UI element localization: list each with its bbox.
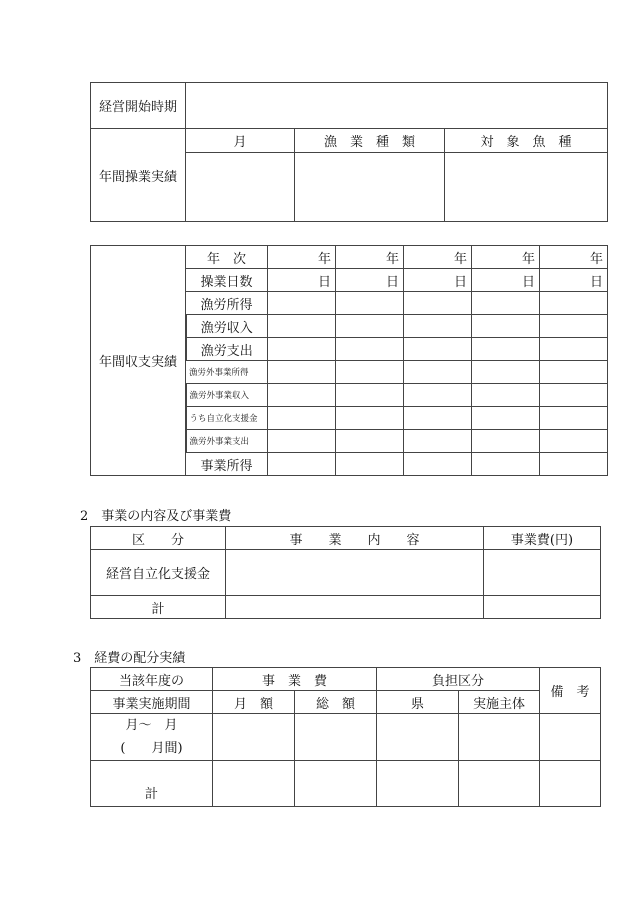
cell[interactable] bbox=[336, 315, 404, 338]
cell[interactable] bbox=[540, 315, 608, 338]
start-period-cell[interactable] bbox=[186, 83, 608, 129]
cell[interactable] bbox=[336, 384, 404, 407]
content-cell[interactable] bbox=[226, 550, 484, 596]
row-support-label: 経営自立化支援金 bbox=[91, 550, 226, 596]
cell[interactable] bbox=[404, 315, 472, 338]
period-duration: ( 月間) bbox=[120, 741, 183, 756]
cell[interactable] bbox=[472, 384, 540, 407]
period-months: 月～ 月 bbox=[125, 718, 178, 733]
col-notes: 備 考 bbox=[540, 668, 601, 714]
cell[interactable] bbox=[472, 453, 540, 476]
content-total-cell[interactable] bbox=[226, 596, 484, 619]
cell[interactable] bbox=[540, 338, 608, 361]
cell[interactable] bbox=[459, 761, 540, 807]
target-fish-cell[interactable] bbox=[445, 153, 608, 222]
col-fishing-type: 漁 業 種 類 bbox=[295, 129, 445, 153]
cell[interactable] bbox=[404, 430, 472, 453]
cell[interactable] bbox=[295, 714, 377, 761]
cell[interactable] bbox=[472, 338, 540, 361]
cell[interactable] bbox=[295, 761, 377, 807]
row-total-label: 計 bbox=[91, 596, 226, 619]
cell[interactable] bbox=[540, 292, 608, 315]
col-total-amount: 総 額 bbox=[295, 691, 377, 714]
year-unit: 年 bbox=[404, 246, 472, 269]
cell[interactable] bbox=[404, 338, 472, 361]
cell[interactable] bbox=[404, 384, 472, 407]
col-category: 区 分 bbox=[91, 527, 226, 550]
cell[interactable] bbox=[213, 761, 295, 807]
day-unit: 日 bbox=[336, 269, 404, 292]
cell[interactable] bbox=[472, 407, 540, 430]
cell[interactable] bbox=[540, 453, 608, 476]
year-unit: 年 bbox=[472, 246, 540, 269]
col-cost: 事 業 費 bbox=[213, 668, 377, 691]
col-month: 月 bbox=[186, 129, 295, 153]
col-content: 事 業 内 容 bbox=[226, 527, 484, 550]
cell[interactable] bbox=[540, 430, 608, 453]
cell[interactable] bbox=[540, 407, 608, 430]
cell[interactable] bbox=[472, 361, 540, 384]
start-period-label: 経営開始時期 bbox=[91, 83, 186, 129]
cell[interactable] bbox=[472, 430, 540, 453]
row-year-label: 年 次 bbox=[186, 246, 268, 269]
annual-operation-label: 年間操業実績 bbox=[91, 129, 186, 222]
cell[interactable] bbox=[268, 315, 336, 338]
cell[interactable] bbox=[472, 315, 540, 338]
cell[interactable] bbox=[336, 407, 404, 430]
day-unit: 日 bbox=[472, 269, 540, 292]
row-fishing-income-label: 漁労所得 bbox=[186, 292, 268, 315]
cell[interactable] bbox=[540, 361, 608, 384]
cell[interactable] bbox=[472, 292, 540, 315]
cost-cell[interactable] bbox=[484, 550, 601, 596]
row-other-expense-label: 漁労外事業支出 bbox=[186, 430, 268, 453]
cell[interactable] bbox=[268, 407, 336, 430]
cell[interactable] bbox=[336, 338, 404, 361]
cell[interactable] bbox=[268, 384, 336, 407]
col-burden: 負担区分 bbox=[377, 668, 540, 691]
period-cell bbox=[91, 714, 213, 761]
cell[interactable] bbox=[268, 453, 336, 476]
section3-heading: 3 経費の配分実績 bbox=[73, 651, 186, 666]
row-fishing-revenue-label: 漁労収入 bbox=[186, 315, 268, 338]
year-unit: 年 bbox=[540, 246, 608, 269]
operation-table bbox=[90, 82, 608, 222]
cell[interactable] bbox=[268, 361, 336, 384]
fishing-type-cell[interactable] bbox=[295, 153, 445, 222]
section2-heading: 2 事業の内容及び事業費 bbox=[80, 509, 232, 524]
cell[interactable] bbox=[336, 430, 404, 453]
col-prefecture: 県 bbox=[377, 691, 459, 714]
row-subsidy-label: うち自立化支援金 bbox=[186, 407, 268, 430]
row-days-label: 操業日数 bbox=[186, 269, 268, 292]
cell[interactable] bbox=[404, 361, 472, 384]
cost-allocation-table bbox=[90, 667, 601, 807]
cell[interactable] bbox=[404, 292, 472, 315]
income-table bbox=[90, 245, 608, 476]
cell[interactable] bbox=[540, 714, 601, 761]
day-unit: 日 bbox=[268, 269, 336, 292]
col-monthly: 月 額 bbox=[213, 691, 295, 714]
cell[interactable] bbox=[377, 761, 459, 807]
cell[interactable] bbox=[336, 453, 404, 476]
row-business-income-label: 事業所得 bbox=[186, 453, 268, 476]
row-other-revenue-label: 漁労外事業収入 bbox=[186, 384, 268, 407]
cell[interactable] bbox=[213, 714, 295, 761]
cell[interactable] bbox=[268, 338, 336, 361]
income-group-label: 年間収支実績 bbox=[91, 246, 186, 476]
col-target-fish: 対 象 魚 種 bbox=[445, 129, 608, 153]
cell[interactable] bbox=[404, 407, 472, 430]
col-entity: 実施主体 bbox=[459, 691, 540, 714]
cell[interactable] bbox=[336, 292, 404, 315]
cell[interactable] bbox=[459, 714, 540, 761]
year-unit: 年 bbox=[268, 246, 336, 269]
total-label-cell bbox=[91, 761, 213, 807]
cell[interactable] bbox=[404, 453, 472, 476]
row-total-label: 計 bbox=[144, 787, 158, 802]
cell[interactable] bbox=[336, 361, 404, 384]
month-cell[interactable] bbox=[186, 153, 295, 222]
col-period-1: 当該年度の bbox=[91, 668, 213, 691]
row-other-income-label: 漁労外事業所得 bbox=[186, 361, 268, 384]
cell[interactable] bbox=[540, 761, 601, 807]
cell[interactable] bbox=[268, 292, 336, 315]
col-period-2: 事業実施期間 bbox=[91, 691, 213, 714]
year-unit: 年 bbox=[336, 246, 404, 269]
cell[interactable] bbox=[377, 714, 459, 761]
cell[interactable] bbox=[268, 430, 336, 453]
cost-total-cell[interactable] bbox=[484, 596, 601, 619]
business-content-table bbox=[90, 526, 601, 619]
col-cost: 事業費(円) bbox=[484, 527, 601, 550]
day-unit: 日 bbox=[540, 269, 608, 292]
day-unit: 日 bbox=[404, 269, 472, 292]
row-fishing-expense-label: 漁労支出 bbox=[186, 338, 268, 361]
cell[interactable] bbox=[540, 384, 608, 407]
